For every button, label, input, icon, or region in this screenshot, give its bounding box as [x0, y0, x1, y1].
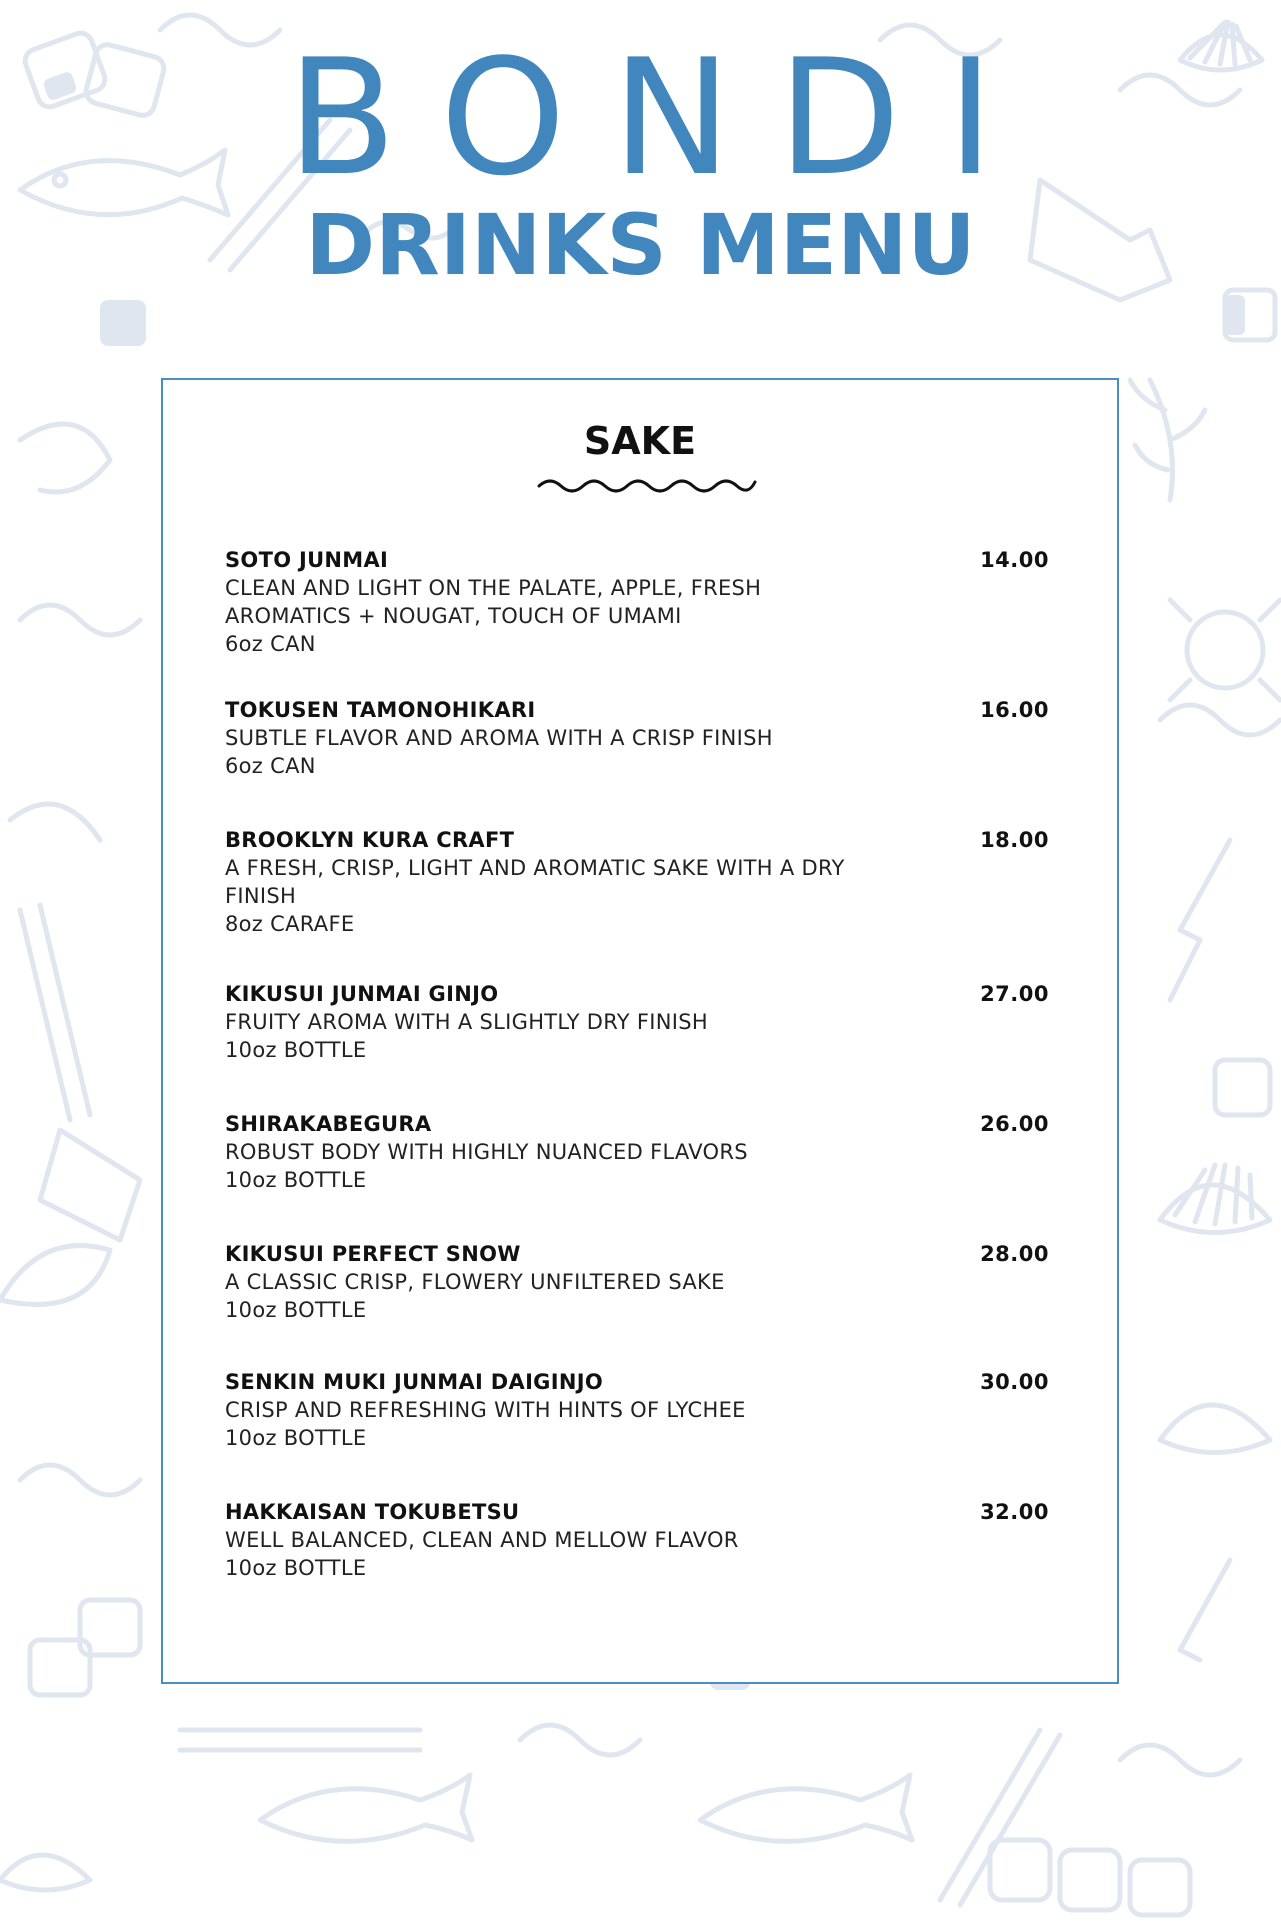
item-description: SUBTLE FLAVOR AND AROMA WITH A CRISP FINISH	[225, 726, 773, 750]
item-size: 6oz CAN	[225, 754, 316, 778]
menu-panel	[161, 378, 1119, 1684]
item-price: 26.00	[980, 1112, 1049, 1136]
menu-item	[225, 826, 1059, 938]
item-description: ROBUST BODY WITH HIGHLY NUANCED FLAVORS	[225, 1140, 748, 1164]
section-title: SAKE	[583, 419, 697, 463]
menu-item	[225, 1240, 1059, 1324]
menu-item	[225, 980, 1059, 1064]
item-name: SHIRAKABEGURA	[225, 1112, 432, 1136]
wave-divider-icon	[536, 472, 758, 496]
item-size: 10oz BOTTLE	[225, 1038, 367, 1062]
item-price: 18.00	[980, 828, 1049, 852]
menu-item	[225, 1498, 1059, 1582]
item-name: SOTO JUNMAI	[225, 548, 389, 572]
menu-item	[225, 1368, 1059, 1452]
item-price: 27.00	[980, 982, 1049, 1006]
menu-item	[225, 696, 1059, 780]
item-size: 10oz BOTTLE	[225, 1168, 367, 1192]
menu-item	[225, 546, 1059, 658]
item-description: A FRESH, CRISP, LIGHT AND AROMATIC SAKE WITH A DRY FINISH	[225, 856, 845, 908]
item-description: WELL BALANCED, CLEAN AND MELLOW FLAVOR	[225, 1528, 739, 1552]
item-name: HAKKAISAN TOKUBETSU	[225, 1500, 520, 1524]
item-size: 8oz CARAFE	[225, 912, 355, 936]
item-price: 32.00	[980, 1500, 1049, 1524]
item-size: 10oz BOTTLE	[225, 1556, 367, 1580]
item-name: BROOKLYN KURA CRAFT	[225, 828, 515, 852]
item-size: 6oz CAN	[225, 632, 316, 656]
item-description: FRUITY AROMA WITH A SLIGHTLY DRY FINISH	[225, 1010, 708, 1034]
item-price: 16.00	[980, 698, 1049, 722]
item-name: KIKUSUI JUNMAI GINJO	[225, 982, 499, 1006]
item-price: 14.00	[980, 548, 1049, 572]
item-description: CRISP AND REFRESHING WITH HINTS OF LYCHEE	[225, 1398, 746, 1422]
item-name: KIKUSUI PERFECT SNOW	[225, 1242, 521, 1266]
item-price: 30.00	[980, 1370, 1049, 1394]
item-name: TOKUSEN TAMONOHIKARI	[225, 698, 536, 722]
page-title: DRINKS MENU	[305, 196, 976, 294]
item-price: 28.00	[980, 1242, 1049, 1266]
item-description: CLEAN AND LIGHT ON THE PALATE, APPLE, FRESH AROMATICS + NOUGAT, TOUCH OF UMAMI	[225, 576, 762, 628]
item-size: 10oz BOTTLE	[225, 1298, 367, 1322]
menu-item	[225, 1110, 1059, 1194]
item-description: A CLASSIC CRISP, FLOWERY UNFILTERED SAKE	[225, 1270, 725, 1294]
item-name: SENKIN MUKI JUNMAI DAIGINJO	[225, 1370, 603, 1394]
brand-logo: BONDI	[287, 24, 1040, 211]
item-size: 10oz BOTTLE	[225, 1426, 367, 1450]
